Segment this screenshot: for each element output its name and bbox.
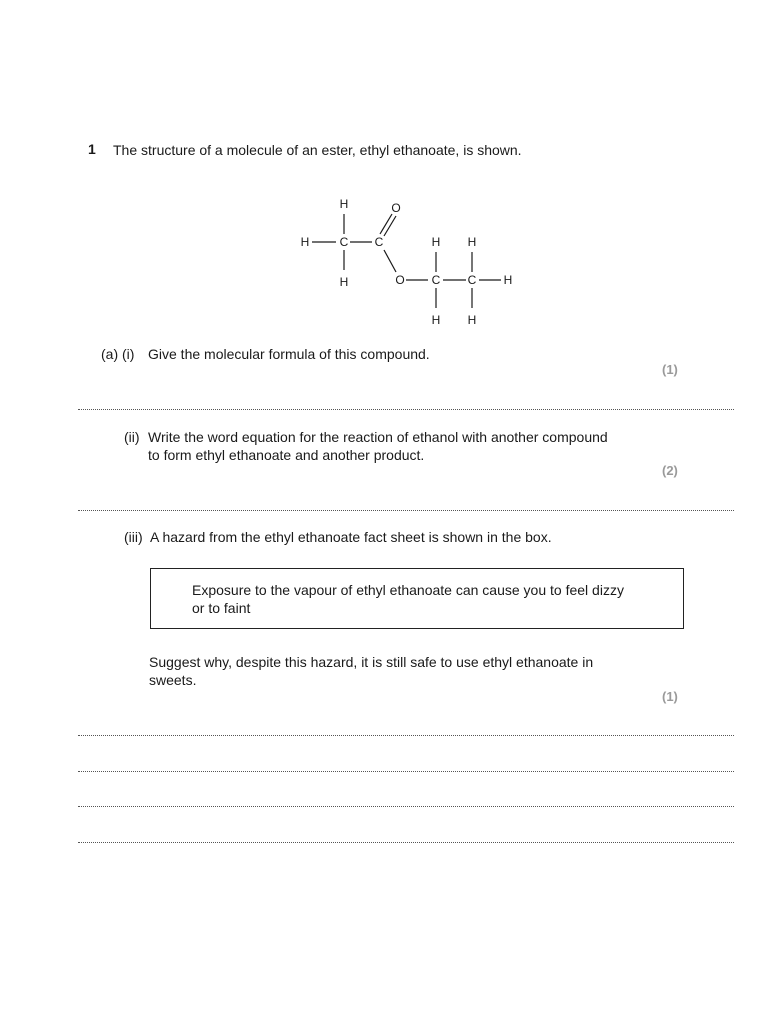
- part-a-i-text: Give the molecular formula of this compound.: [148, 346, 430, 362]
- part-a-i-marks: (1): [662, 362, 678, 377]
- part-a-ii-label: (ii): [124, 429, 140, 445]
- bond-c2-o-double-a: [380, 214, 392, 234]
- answer-line-a-i[interactable]: [78, 409, 734, 410]
- atom-h-c4-bottom: H: [467, 313, 477, 327]
- question-stem: The structure of a molecule of an ester, ethyl ethanoate, is shown.: [113, 142, 522, 158]
- answer-line-a-iii-1[interactable]: [78, 735, 734, 736]
- part-a-iii-marks: (1): [662, 689, 678, 704]
- part-a-iii-label: (iii): [124, 529, 143, 545]
- answer-line-a-ii[interactable]: [78, 510, 734, 511]
- atom-h-c3-top: H: [431, 235, 441, 249]
- part-a-iii-suggest-line2: sweets.: [149, 672, 197, 688]
- part-a-iii-suggest-line1: Suggest why, despite this hazard, it is still safe to use ethyl ethanoate in: [149, 654, 594, 670]
- part-a-iii-text: A hazard from the ethyl ethanoate fact sheet is shown in the box.: [150, 529, 552, 545]
- atom-c4: C: [467, 273, 477, 287]
- atom-h-bottom1: H: [339, 275, 349, 289]
- atom-c2: C: [374, 235, 384, 249]
- atom-o-ether: O: [395, 273, 405, 287]
- part-a-ii-marks: (2): [662, 463, 678, 478]
- atom-h-right: H: [503, 273, 513, 287]
- hazard-box-line2: or to faint: [192, 600, 251, 616]
- atom-c1: C: [339, 235, 349, 249]
- atom-h-top: H: [339, 197, 349, 211]
- part-a-i-label: (a) (i): [101, 346, 135, 362]
- bond-c2-o-ether: [384, 250, 396, 272]
- answer-line-a-iii-3[interactable]: [78, 806, 734, 807]
- answer-line-a-iii-4[interactable]: [78, 842, 734, 843]
- atom-o-double: O: [391, 201, 401, 215]
- bond-c2-o-double-b: [384, 216, 396, 236]
- hazard-box-line1: Exposure to the vapour of ethyl ethanoate can cause you to feel dizzy: [192, 582, 624, 598]
- atom-h-c4-top: H: [467, 235, 477, 249]
- part-a-ii-line2: to form ethyl ethanoate and another product.: [148, 447, 425, 463]
- atom-h-left: H: [300, 235, 310, 249]
- part-a-ii-line1: Write the word equation for the reaction of ethanol with another compound: [148, 429, 608, 445]
- atom-h-c3-bottom: H: [431, 313, 441, 327]
- answer-line-a-iii-2[interactable]: [78, 771, 734, 772]
- question-number: 1: [88, 141, 96, 157]
- atom-c3: C: [431, 273, 441, 287]
